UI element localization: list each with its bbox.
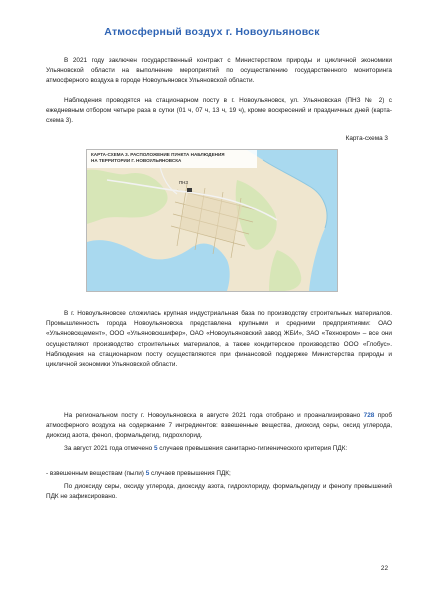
no-exceedance-paragraph: По диоксиду серы, оксиду углерода, диоксиду азота, гидрохлориду, формальдегиду и фенолу превышений ПДК не зафиксировано. xyxy=(46,483,392,501)
exceedance-text-a: За август 2021 года отмечено xyxy=(64,445,154,452)
exceedance-count: 5 xyxy=(153,445,158,452)
intro-paragraph-2: Наблюдения проводятся на стационарном посту в г. Новоульяновск, ул. Ульяновская (ПНЗ № 2) с ежедневным отбором четыре раза в сутки (01 ч, 07 ч, 13 ч, 19 ч), кроме воскресений и праздничных дней (карта-схема 3). xyxy=(46,97,392,125)
industry-paragraph: В г. Новоульяновске сложилась крупная индустриальная база по производству строительных материалов. Промышленность города Новоульяновска представлена крупными и средними предприятиями: ОАО «Ульяновскцемент», ООО «Ульяновскшифер», ОАО «Новоульяновский завод ЖБИ», ЗАО «Технокром» – все они осуществляют производство строительных материалов, а также кондитерское производство ООО «Глобус». Наблюдения на стационарном посту осуществляются при финансовой поддержке Министерства природы и цикличной экономики Ульяновской области. xyxy=(46,310,392,369)
dust-text-b: случаев превышения ПДК; xyxy=(149,470,231,477)
samples-text-a: На региональном посту г. Новоульяновска в августе 2021 года отобрано и проанализировано xyxy=(64,412,364,419)
dust-text-a: - взвешенным веществам (пыли) xyxy=(46,470,146,477)
intro-paragraph-1: В 2021 году заключен государственный контракт с Министерством природы и цикличной экономики Ульяновской области на выполнение мероприятий по осуществлению государственного мониторинга атмосферного воздуха в городе Новоульяновск Ульяновской области. xyxy=(46,57,392,85)
page-number: 22 xyxy=(380,565,388,572)
pnz-marker-label: ПНЗ xyxy=(179,180,188,185)
samples-text-b: проб атмосферного воздуха на содержание 7 ингредиентов: взвешенные вещества, диоксид серы, оксид углерода, диоксид азота, фенол, формальдегид, гидрохлорид. xyxy=(46,412,392,440)
samples-count: 728 xyxy=(363,412,375,419)
map-inner-title-line1: КАРТА-СХЕМА 3. РАСПОЛОЖЕНИЕ ПУНКТА НАБЛЮДЕНИЯ xyxy=(91,152,225,157)
exceedance-text-b: случаев превышения санитарно-гигиенического критерия ПДК: xyxy=(157,445,348,452)
location-map xyxy=(86,149,338,292)
dust-count: 5 xyxy=(145,470,150,477)
map-caption: Карта-схема 3 xyxy=(345,135,388,142)
page-title: Атмосферный воздух г. Новоульяновск xyxy=(104,26,320,38)
exceedance-paragraph xyxy=(46,444,392,454)
samples-paragraph xyxy=(46,411,392,442)
map-inner-title-line2: НА ТЕРРИТОРИИ Г. НОВОУЛЬЯНОВСКА xyxy=(91,157,182,163)
dust-paragraph xyxy=(46,469,392,479)
